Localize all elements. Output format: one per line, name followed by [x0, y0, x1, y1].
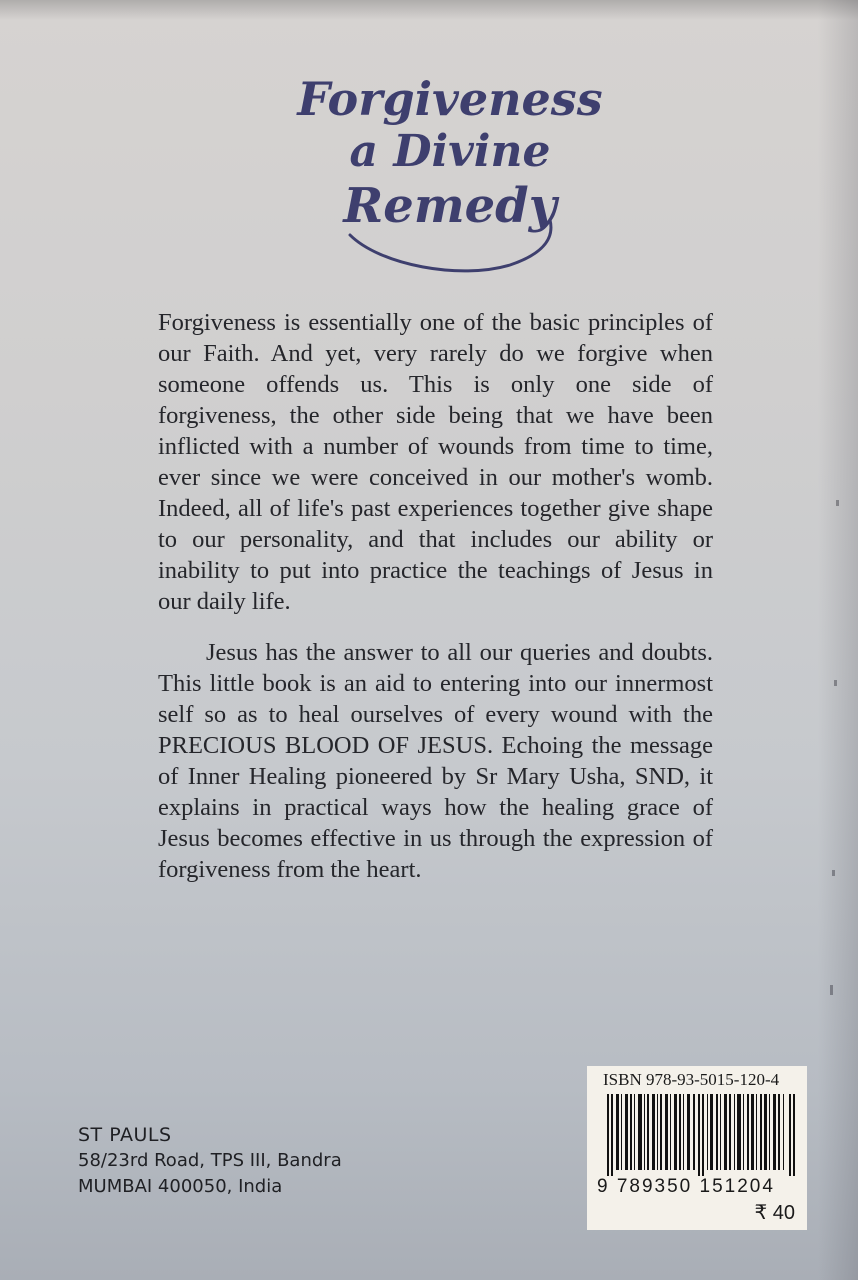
title-line-2: a Divine	[349, 126, 551, 178]
title-line-1: Forgiveness	[297, 72, 603, 126]
blurb-text	[158, 307, 713, 885]
title-line-3: Remedy	[343, 178, 557, 235]
paper-speck	[836, 500, 839, 506]
publisher-address-line-2: MUMBAI 400050, India	[78, 1176, 283, 1197]
blurb-paragraph-1: Forgiveness is essentially one of the basic principles of our Faith. And yet, very rarely do we forgive when someone offends us. This is only one side of forgiveness, the other side being that we have been inflicted with a number of wounds from time to time, ever since we were conceived in our mother's womb. Indeed, all of life's past experiences together give shape to our personality, and that includes our ability or inability to put into practice the teachings of Jesus in our daily life.	[158, 309, 713, 615]
title-swash-decoration	[340, 210, 570, 280]
top-edge-shadow	[0, 0, 858, 20]
price-label: ₹ 40	[754, 1202, 795, 1224]
publisher-address-line-1: 58/23rd Road, TPS III, Bandra	[78, 1150, 342, 1171]
blurb-paragraph-2: Jesus has the answer to all our queries and doubts. This little book is an aid to entering into our innermost self so as to heal ourselves of every wound with the PRECIOUS BLOOD OF JESUS. Echoing the message of Inner Healing pioneered by Sr Mary Usha, SND, it explains in practical ways how the healing grace of Jesus becomes effective in us through the expression of forgiveness from the heart.	[158, 639, 713, 883]
paper-speck	[832, 870, 835, 876]
publisher-name: ST PAULS	[78, 1124, 172, 1146]
isbn-barcode-sticker	[587, 1066, 807, 1230]
publisher-block	[78, 1122, 342, 1200]
barcode-digits: 9 789350 151204	[597, 1176, 775, 1197]
spine-edge-shadow	[818, 0, 858, 1280]
paper-speck	[830, 985, 833, 995]
isbn-number: ISBN 978-93-5015-120-4	[603, 1070, 780, 1089]
barcode-icon	[607, 1094, 797, 1176]
paper-speck	[834, 680, 837, 686]
